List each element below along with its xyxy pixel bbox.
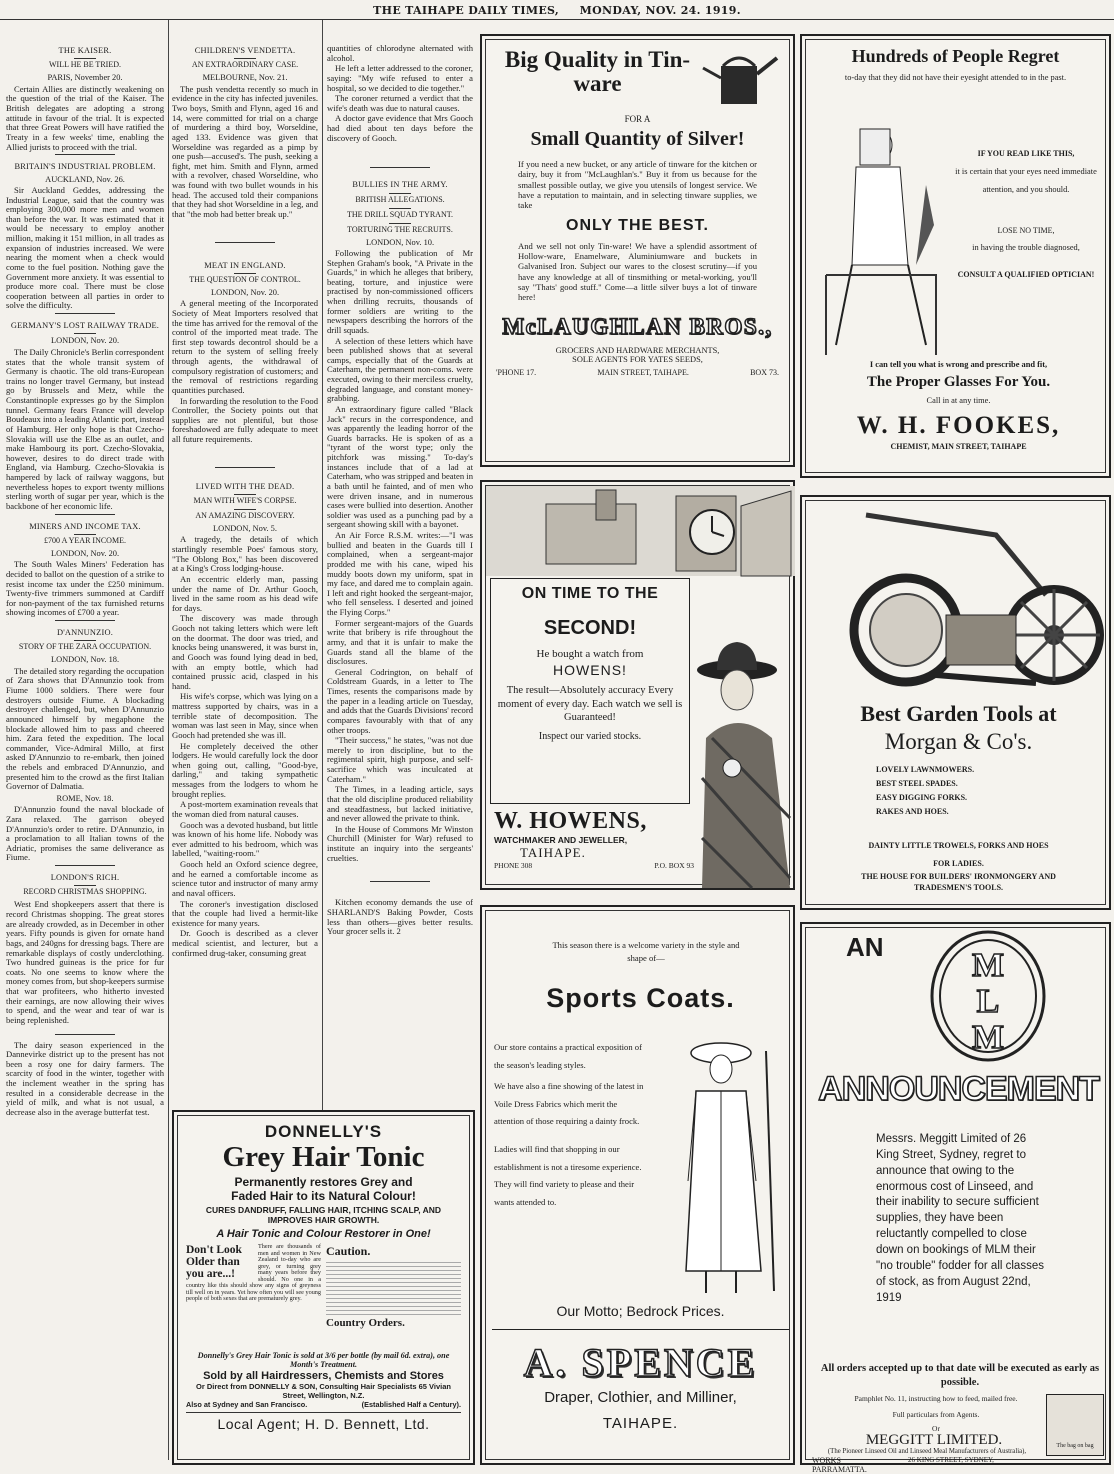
howens-h2: SECOND! [543,617,637,639]
fookes-l4: LOSE NO TIME, [997,225,1055,235]
mlm-l4: Full particulars from Agents. [892,1410,980,1419]
spence-ad [480,905,795,1465]
headline: LONDON'S RICH. [50,873,120,883]
donnelly-country: Country Orders. [326,1317,405,1330]
mclaughlan-fora: FOR A [624,114,651,124]
subhead: RECORD CHRISTMAS SHOPPING. [23,887,147,897]
mclaughlan-body: If you need a new bucket, or any article of tinware for the kitchen or dairy, buy it from "McLaughlan's." Buy it from us because for the smallest possible outlay, we give you utensils of longest service. We have a reputation to maintain, and in selecting tinware supplies, we take [518,159,757,211]
fookes-l9: Call in at any time. [926,396,991,405]
paragraph: Gooch held an Oxford science degree, and he earned a comfortable income as science tutor and instructor of many army and naval officers. [172,859,318,898]
morgan-h2: Morgan & Co's. [884,729,1033,754]
mclaughlan-sub: GROCERS AND HARDWARE MERCHANTS, [555,346,720,356]
paragraph: Kitchen economy demands the use of SHARLAND'S Baking Powder, Costs less than others—gives better results. Your grocer sells it. 2 [327,897,473,937]
mclaughlan-h2: ware [573,71,622,97]
dateline: LONDON, Nov. 18. [50,655,120,665]
paragraph: An eccentric elderly man, passing under the name of Dr. Arthur Gooch, lived in the same room as his dead wife for days. [172,573,318,613]
morgan-l1: LOVELY LAWNMOWERS. [876,765,975,774]
mclaughlan-phone: 'PHONE 17. [496,368,537,378]
donnelly-line2: Faded Hair to its Natural Colour! [231,1189,416,1204]
man-with-watch-illustration [692,578,792,888]
mlm-logo-icon [928,928,1048,1064]
street-clock-illustration [486,486,795,576]
howens-l3: The result—Absolutely accuracy Every moment of every day. Each watch we sell is Guaranteed! [497,685,683,724]
fine-print [326,1259,461,1317]
mclaughlan-street: MAIN STREET, TAIHAPE. [597,368,689,378]
spence-intro: This season there is a welcome variety in the style and shape of— [552,940,740,963]
donnelly-small: There are thousands of men and women in New Zealand to-day who are grey, or turning grey many years before they should. No one in a country like this should show any signs of greyness till well on in years. Yet how often you will see young people of both sexes that are prematurely grey. [186,1243,321,1303]
mclaughlan-name: McLAUGHLAN BROS., [502,314,773,340]
mlm-an: AN [846,932,884,962]
dateline: LONDON, Nov. 20. [50,548,120,558]
headline: MEAT IN ENGLAND. [204,260,286,270]
donnelly-est: (Established Half a Century). [361,1400,461,1410]
paragraph: The South Wales Miners' Federation has decided to ballot on the question of a strike to resist income tax under the £250 minimum. Twenty-five trimmers summoned at Cardiff for non-payment of the tax furnished returns showing incomes of £700 a year. [6,559,164,618]
howens-l4: Inspect our varied stocks. [538,730,642,742]
mlm-l3: Pamphlet No. 11, instructing how to feed, mailed free. [854,1394,1018,1403]
subhead: £700 A YEAR INCOME. [44,535,126,545]
fookes-text [946,145,1106,283]
howens-ad [480,480,795,890]
headline: THE KAISER. [58,46,112,55]
subhead: TORTURING THE RECRUITS. [347,224,453,234]
spence-name: A. SPENCE [523,1340,758,1385]
paragraph: The dairy season experienced in the Dannevirke district up to the present has not been a rosy one for dairy farmers. The scarcity of food in the winter, together with the inclement weather in the spring has resulted in a considerable decrease in the yield of milk, and what is not usual, a decrease also in the average butterfat test. [6,1039,164,1117]
mclaughlan-body2: And we sell not only Tin-ware! We have a splendid assortment of Hollow-ware, Enamelware, Aluminiumware and buckets in Galvanised Iron. Subject our wares to the closest scrutiny—if you have any knowledge at all of tinsmithing or metal-working, you'll say "Thats' good stuff." Come—a little silver buys a lot of tinware here! [518,240,757,303]
mclaughlan-best: ONLY THE BEST. [566,216,709,234]
svg-text:L: L [976,983,1000,1020]
donnelly-brand: DONNELLY'S [264,1122,383,1141]
paragraph: In forwarding the resolution to the Food Controller, the Society points out that supplies are not plentiful, but those foreshadowed are fully adequate to meet all future requirements. [172,395,318,445]
howens-name: W. HOWENS, [494,808,647,834]
donnelly-sold: Sold by all Hairdressers, Chemists and Stores [203,1370,444,1383]
donnelly-agent: Local Agent; H. D. Bennett, Ltd. [217,1416,430,1433]
lawnmower-illustration [806,505,1111,695]
fookes-l5: in having the trouble diagnosed, [972,243,1080,253]
morgan-l7: THE HOUSE FOR BUILDERS' IRONMONGERY AND TRADESMEN'S TOOLS. [861,872,1056,893]
morgan-ad [800,495,1111,910]
paragraph: He left a letter addressed to the coroner, saying: "My wife refused to enter a hospital, so we decided to die together." [327,63,473,93]
man-reading-illustration [816,115,946,365]
donnelly-direct: Or Direct from DONNELLY & SON, Consulting Hair Specialists 65 Vivian Street, Wellington, N.Z. [196,1382,451,1401]
paragraph: Certain Allies are distinctly weakening on the question of the trial of the Kaiser. The British delegates are adopting a strong attitude in favour of the trial. It is expected that three Great Powers will have ratified the Treaty in a few weeks' time, enabling the Allied jurists to proceed with the trial. [6,83,164,152]
paragraph: An extraordinary figure called "Black Jack" recurs in the correspondence, and was apparently the leading horror of the Guards barracks. He is spoken of as a "tyrant of the worst type; only the pitchfork was missing." To-day's instances include that of a lad at Caterham, who was stripped and beaten in a bath until he fainted, and of men who were driven insane, and in numerous cases were bullied into desertion. Another soldier was used as a punching pad by a sergeant showing skill with a bayonet. [327,403,473,530]
fookes-l3: it is certain that your eyes need immediate attention, and you should. [955,166,1097,195]
donnelly-caution: Caution. [326,1244,371,1259]
svg-text:M: M [971,947,1005,984]
subhead: THE DRILL SQUAD TYRANT. [346,209,454,219]
subhead: AN EXTRAORDINARY CASE. [191,60,299,70]
spence-body-2: We have also a fine showing of the latest in Voile Dress Fabrics which merit the attention of those requiring a dainty frock. [494,1081,644,1127]
paragraph: Following the publication of Mr Stephen Graham's book, "A Private in the Guards," in which he alleges that bribery, beating, torture, and injustice were practised by non-commissioned officers when drilling recruits, thousands of former soldiers are writing to the newspapers describing the horrors of the drill squads. [327,247,473,335]
morgan-list [876,763,1076,819]
paragraph: The coroner's investigation disclosed that the couple had lived a hermit-like existence for many years. [172,898,318,928]
mlm-body: Messrs. Meggitt Limited of 26 King Street, Sydney, regret to announce that owing to the enormous cost of Linseed, and their inability to secure sufficient supplies, they have been reluctantly compelled to close down on bookings of MLM their "no trouble" fodder for all classes of stock, as from August 22nd, 1919 [876,1133,1044,1304]
spence-sub: Draper, Clothier, and Milliner, [544,1389,737,1406]
paragraph: The discovery was made through Gooch not taking letters which were left on the doormat. The door was tried, and knocks being unanswered, it was burst in, and Gooch was found lying dead in bed, with an empty bottle, which had contained prussic acid, clasped in his hand. [172,613,318,691]
subhead: STORY OF THE ZARA OCCUPATION. [18,642,152,652]
morgan-l6: FOR LADIES. [933,859,984,868]
masthead-title: THE TAIHAPE DAILY TIMES, [373,4,560,17]
donnelly-also: Also at Sydney and San Francisco. [186,1400,308,1410]
paragraph: His wife's corpse, which was lying on a mattress supported by chairs, was in a terrible state of decomposition. The woman was last seen in May, since when Gooch had pretended she was ill. [172,691,318,740]
paragraph: The Times, in a leading article, says that the old discipline produced reliability and steadfastness, but lacked initiative, and never allowed the private to think. [327,784,473,824]
fookes-name: W. H. FOOKES, [856,412,1061,439]
spence-headline: Sports Coats. [546,983,735,1013]
howens-box: P.O. BOX 93 [654,861,694,870]
subhead: WILL HE BE TRIED. [49,60,121,70]
mclaughlan-sub2: SOLE AGENTS FOR YATES SEEDS, [572,355,703,365]
mlm-l6: (The Pioneer Linseed Oil and Linseed Meal Manufacturers of Australia), [827,1448,1027,1455]
paragraph: The Daily Chronicle's Berlin correspondent states that the whole transit system of Germany is chaotic. The old trans-European trains no longer travel Germany, but instead go by Brussels and Metz, while the Constantinople expresses go by the Simplon tunnel. Germany fears France will develop Boudeaux into a leading Atlantic port, instead of Hamburg. Her only hope is that Czecho-Slovakia will use the Elbe as an outlet, and make Hambourg its port. Czecho-Slovakia, however, desires to do direct trade with England, via Hamburg. Czecho-Slovakia is hampered by lack of railway waggons, but nevertheless hopes to export twenty millions sterling worth of sugar per year, which is the backbone of her economic life. [6,346,164,511]
fookes-l8: The Proper Glasses For You. [866,374,1051,390]
donnelly-title: Grey Hair Tonic [222,1141,425,1173]
paragraph: A tragedy, the details of which startlingly resemble Poes' famous story, "The Oblong Box," has been discovered at a King's Cross lodging-house. [172,534,318,574]
mlm-headline: ANNOUNCEMENT [818,1070,1099,1108]
donnelly-cures: CURES DANDRUFF, FALLING HAIR, ITCHING SCALP, AND IMPROVES HAIR GROWTH. [205,1205,442,1225]
paragraph: The push vendetta recently so much in evidence in the city has infected juveniles. Two boys, Smith and Flynn, aged 16 and 14, were committed for trial on a charge of murdering a third boy, Worseldine, aged 133. Evidence was given that Worseldine was regarded as a pimp by one push—accused's. The push, seeking a fight, met him. Smith and Flynn, armed with a revolver, chased Worseldine, who was found with two bullet wounds in his head. The accused told their companions that they had shot Worseldine in a leg, and that "the mob had better break up." [172,83,318,219]
morgan-l3: EASY DIGGING FORKS. [876,793,968,802]
mlm-badge: The bag on bag [1056,1443,1094,1449]
sports-coat-woman-illustration [666,1031,791,1301]
fookes-l7: I can tell you what is wrong and prescribe and fit, [869,360,1048,369]
headline: D'ANNUNZIO. [56,628,114,638]
headline: CHILDREN'S VENDETTA. [194,46,296,55]
column-2 [172,44,318,1094]
dateline: LONDON, Nov. 20. [50,336,120,346]
howens-l2: HOWENS! [553,662,627,678]
mlm-name: MEGGITT LIMITED. [865,1432,1003,1448]
paragraph: Sir Auckland Geddes, addressing the Industrial League, said that the country was employing 300,000 more men and women than before the war. It was estimated that it would be necessary to employ another million, making it 151 million, in all trades as expansion of industries increased. We were nearing the moment when a check would come to the fuel position. Nothing gave the Government more anxiety. It was essential to produce more coal. There must be close cooperation between all parties in order to solve the difficulty. [6,184,164,311]
paragraph: West End shopkeepers assert that there is record Christmas shopping. The great stores are already crowded, as in December in other years. Fifty pounds is given for ornate hand bags, and 240gns for dressing bags. There are remarkable displays of costly underclothing. Two hundred guineas is the price for fur coats. No one seems to know where the money comes from, but shop-keepers surmise that war profiteers, who hitherto invested their earnings, are now allowing their wives to spend, and the wear and tear of war is being replenished. [6,899,164,1025]
mclaughlan-box: BOX 73. [750,368,779,378]
subhead: BRITISH ALLEGATIONS. [355,194,445,204]
donnelly-tag: A Hair Tonic and Colour Restorer in One! [216,1228,431,1241]
morgan-l2: BEST STEEL SPADES. [876,779,958,788]
mlm-bag-illustration [1046,1394,1104,1456]
spence-motto: Our Motto; Bedrock Prices. [556,1303,725,1319]
subhead: THE QUESTION OF CONTROL. [189,274,301,284]
howens-l1: He bought a watch from [536,648,644,660]
mlm-l5: Or [932,1424,940,1433]
masthead-date: MONDAY, NOV. 24. 1919. [579,4,741,17]
morgan-l4: RAKES AND HOES. [876,807,949,816]
paragraph: Gooch was a devoted husband, but little was known of his home life. Nobody was ever admitted to his bedroom, which was labelled, "waiting-room." [172,819,318,859]
subhead: AN AMAZING DISCOVERY. [195,511,295,521]
paragraph: A general meeting of the Incorporated Society of Meat Importers resolved that the time has arrived for the removal of the control of the imported meat trade. The first step towards decontrol should be a return to the system of selling freely through agents, the withdrawal of compulsory registration of customers; and the removal of restrictions regarding quantities purchased. [172,298,318,395]
column-1 [6,44,164,1464]
paragraph: The coroner returned a verdict that the wife's death was due to natural causes. [327,93,473,113]
donnelly-ad [172,1110,475,1465]
paragraph: In the House of Commons Mr Winston Churchill (Minister for War) refused to institute an inquiry into the sergeants' cruelties. [327,823,473,863]
headline: MINERS AND INCOME TAX. [29,521,141,531]
morgan-h1: Best Garden Tools at [860,701,1057,726]
headline: LIVED WITH THE DEAD. [195,481,295,491]
paragraph: The detailed story regarding the occupation of Zara shows that D'Annunzio took from Fiume 1000 soldiers. There were four destroyers outside Fiume. A blockading destroyer challenged, but, when D'Annunzio announced himself by megaphone the blockade allowed him to pass and cheered him. Zara feted the expedition. The local commander, Vice-Admiral Millo, at first asked D'Annunzio to re-embark, then joined the rebels and embraced D'Annunzio, and presented him to the crowd as the first Italian Governor of Dalmatia. [6,665,164,792]
dateline: LONDON, Nov. 10. [365,237,435,247]
watering-can-icon [699,48,779,110]
masthead [0,4,1114,17]
howens-town: TAIHAPE. [520,845,586,860]
spence-body-1: Our store contains a practical exposition of the season's leading styles. [494,1042,642,1070]
dateline: AUCKLAND, Nov. 26. [45,174,125,184]
donnelly-price: Donnelly's Grey Hair Tonic is sold at 3/6 per bottle (by mail 6d. extra), one Month's Treatment. [197,1351,450,1370]
fookes-l1: to-day that they did not have their eyesight attended to in the past. [844,73,1067,82]
donnelly-line1: Permanently restores Grey and [234,1175,413,1190]
headline: GERMANY'S LOST RAILWAY TRADE. [10,321,160,331]
howens-h1: ON TIME TO THE [521,585,659,602]
mclaughlan-ad [480,34,795,467]
dateline: LONDON, Nov. 5. [213,523,277,533]
dateline: LONDON, Nov. 20. [210,287,280,297]
column-rule [168,20,169,1460]
paragraph: D'Annunzio found the naval blockade of Zara relaxed. The garrison obeyed D'Annunzio's order to retire. D'Annunzio, in a proclamation to all Italian towns of the Adriatic, promises the same deliverance as Fiume. [6,804,164,863]
dateline: MELBOURNE, Nov. 21. [202,73,288,83]
mclaughlan-h3: Small Quantity of Silver! [530,128,745,150]
paragraph: Dr. Gooch is described as a clever medical scientist, and lecturer, but a confirmed drug-taker, consuming great [172,928,318,958]
spence-body [494,1039,644,1211]
fookes-ad [800,34,1111,478]
headline: BRITAIN'S INDUSTRIAL PROBLEM. [14,162,156,172]
howens-sub: WATCHMAKER AND JEWELLER, [494,835,628,845]
spence-body-3: Ladies will find that shopping in our establishment is not a tiresome experience. They will find variety to please and their wants attended to. [494,1144,642,1207]
column-3 [327,44,473,1104]
fookes-l6: CONSULT A QUALIFIED OPTICIAN! [957,269,1095,279]
morgan-l5: DAINTY LITTLE TROWELS, FORKS AND HOES [868,841,1049,850]
spence-town: TAIHAPE. [602,1415,679,1432]
mclaughlan-h1: Big Quality in Tin- [504,47,691,72]
mlm-l7: 26 KING STREET, SYDNEY, [908,1456,994,1464]
paragraph: Former sergeant-majors of the Guards write that bribery is rife throughout the army, and that it is unfair to make the Guards stand all the blame of the disclosures. [327,617,473,667]
paragraph: He completely deceived the other lodgers. He would carefully lock the door when going out, calling, "Good-bye, darling," and taking sympathetic messages from the lodgers to whom he brought replies. [172,740,318,799]
howens-phone: PHONE 308 [494,861,533,870]
headline: BULLIES IN THE ARMY. [352,180,448,190]
paragraph: A post-mortem examination reveals that the woman died from natural causes. [172,799,318,819]
dateline: PARIS, November 20. [47,73,123,83]
mlm-l8: WORKS PARRAMATTA. [812,1456,867,1474]
paragraph: quantities of chlorodyne alternated with alcohol. [327,43,473,63]
donnelly-dont: Don't Look Older than you are...! [186,1244,242,1281]
paragraph: A selection of these letters which have been published shows that at several camps, especially that of the Guards at Caterham, the permanent non-coms. were executed, owing to their merciless cruelty, degraded language, and constant money-grabbing. [327,335,473,404]
svg-text:M: M [971,1019,1005,1056]
mlm-l2: All orders accepted up to that date will be executed as early as possible. [820,1363,1100,1388]
mlm-ad [800,922,1111,1474]
paragraph: A doctor gave evidence that Mrs Gooch had died about ten days before the discovery of Gooch. [327,113,473,143]
paragraph: An Air Force R.S.M. writes:—"I was bullied and beaten in the Guards till I complained, when a sergeant-major prodded me with his cane, wiped his muddy boots down my uniform, spat in my face, and dared me to complain again. I left and right hooked the sergeant-major, who fell senseless. I deserted and joined the Flying Corps." [327,530,473,618]
paragraph: General Codrington, on behalf of Coldstream Guards, in a letter to The Times, resents the comparisons made by the paper in a leading article on Tuesday, and adds that the Guards Divisions' record compares favourably with that of any other troops. [327,666,473,735]
fookes-l2: IF YOU READ LIKE THIS, [977,149,1075,158]
dateline: ROME, Nov. 18. [56,793,114,803]
paragraph: "Their success," he states, "was not due merely to iron discipline, but to the regimental spirit, high purpose, and self-sacrifice which was inculcated at Caterham." [327,735,473,784]
fookes-headline: Hundreds of People Regret [851,46,1060,66]
fookes-addr: CHEMIST, MAIN STREET, TAIHAPE [890,442,1027,451]
subhead: MAN WITH WIFE'S CORPSE. [193,496,297,506]
